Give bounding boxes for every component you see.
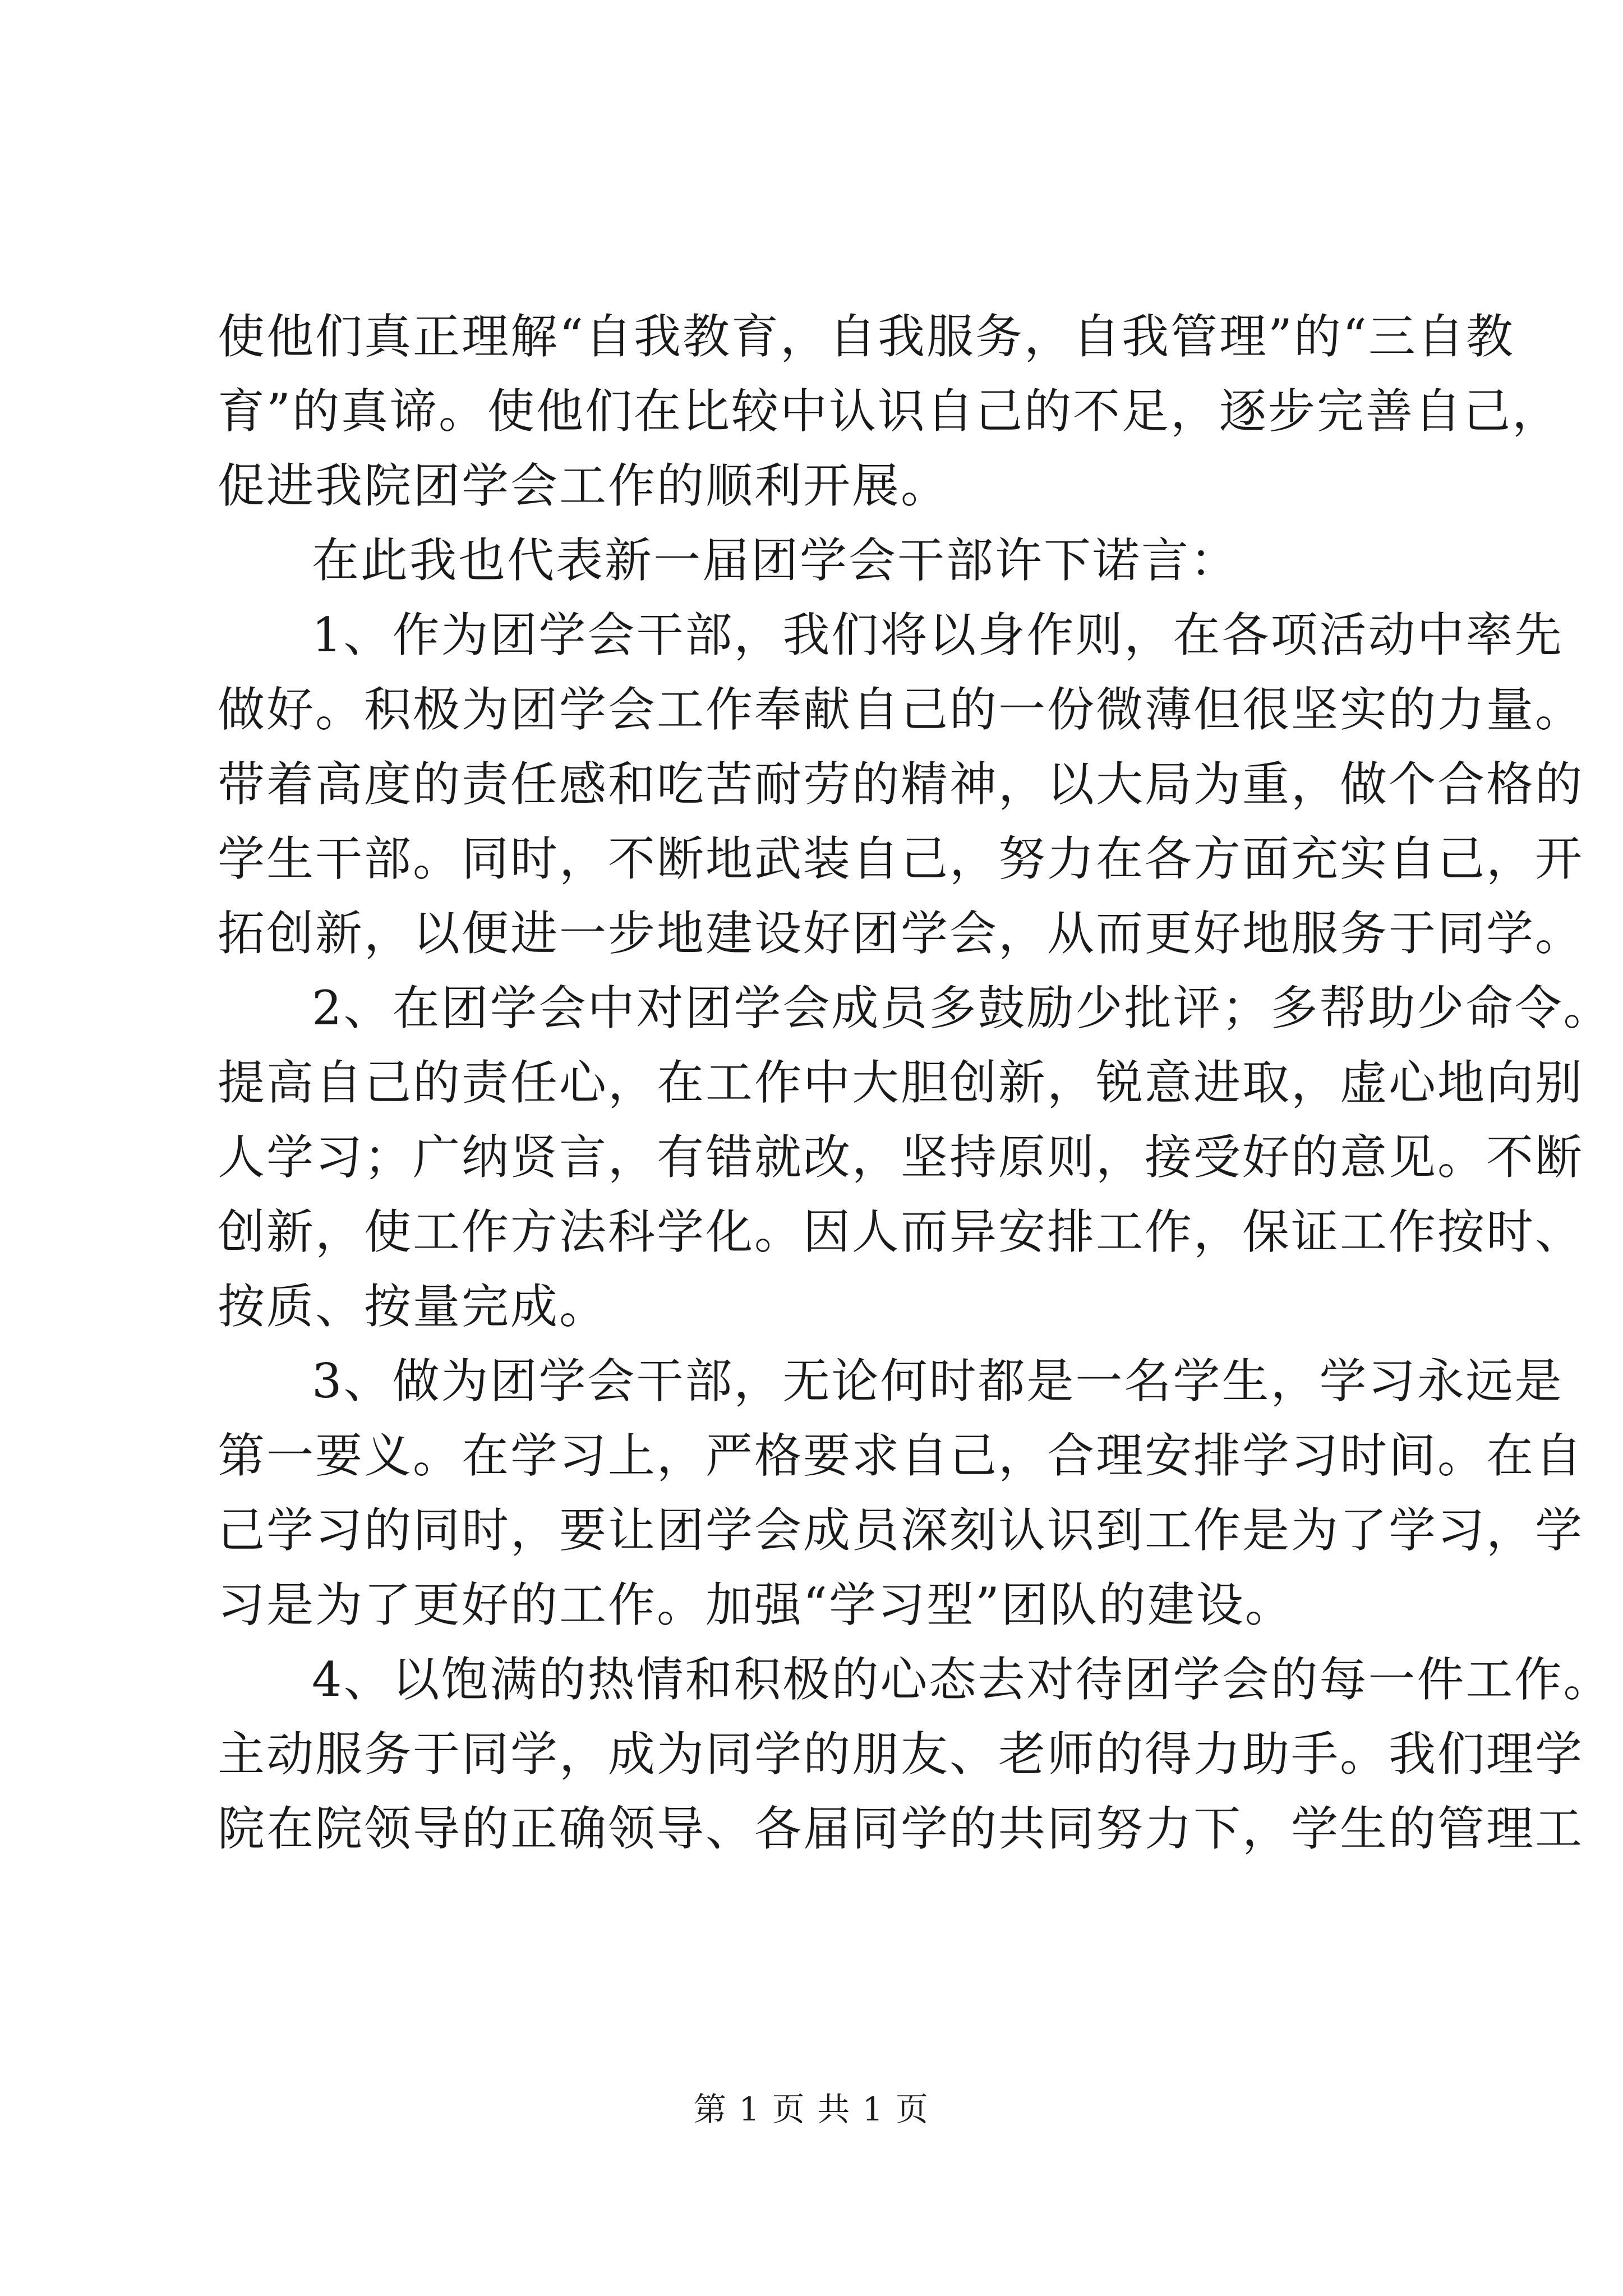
text-line-19: 4、以饱满的热情和积极的心态去对待团学会的每一件工作。: [312, 1652, 1612, 1707]
document-body: [218, 300, 1612, 1866]
page-number-label: 第 1 页 共 1 页: [694, 2090, 929, 2128]
text-line-16: 第一要义。在学习上，严格要求自己，合理安排学习时间。在自: [218, 1428, 1584, 1483]
text-line-7: 带着高度的责任感和吃苦耐劳的精神，以大局为重，做个合格的: [218, 757, 1584, 812]
text-line-9: 拓创新，以便进一步地建设好团学会，从而更好地服务于同学。: [218, 906, 1584, 961]
text-line-17: 己学习的同时，要让团学会成员深刻认识到工作是为了学习，学: [218, 1503, 1584, 1558]
text-line-21: 院在院领导的正确领导、各届同学的共同努力下，学生的管理工: [218, 1801, 1584, 1856]
text-line-4: 在此我也代表新一届团学会干部许下诺言：: [312, 533, 1239, 588]
text-line-11: 提高自己的责任心，在工作中大胆创新，锐意进取，虚心地向别: [218, 1055, 1584, 1110]
text-line-5: 1、作为团学会干部，我们将以身作则，在各项活动中率先: [312, 608, 1564, 662]
page-footer: [0, 2087, 1623, 2132]
text-line-14: 按质、按量完成。: [218, 1279, 608, 1334]
text-line-12: 人学习；广纳贤言，有错就改，坚持原则，接受好的意见。不断: [218, 1130, 1584, 1185]
text-line-15: 3、做为团学会干部，无论何时都是一名学生，学习永远是: [312, 1354, 1564, 1409]
text-line-3: 促进我院团学会工作的顺利开展。: [218, 458, 950, 513]
text-line-8: 学生干部。同时，不断地武装自己，努力在各方面充实自己，开: [218, 831, 1584, 886]
text-line-6: 做好。积极为团学会工作奉献自己的一份微薄但很坚实的力量。: [218, 682, 1584, 737]
text-line-1: 使他们真正理解“自我教育，自我服务，自我管理”的“三自教: [218, 309, 1515, 364]
text-line-20: 主动服务于同学，成为同学的朋友、老师的得力助手。我们理学: [218, 1727, 1584, 1782]
text-line-2: 育”的真谛。使他们在比较中认识自己的不足，逐步完善自己，: [218, 384, 1561, 439]
text-line-13: 创新，使工作方法科学化。因人而异安排工作，保证工作按时、: [218, 1204, 1584, 1259]
text-line-18: 习是为了更好的工作。加强“学习型”团队的建设。: [218, 1577, 1294, 1632]
text-line-10: 2、在团学会中对团学会成员多鼓励少批评；多帮助少命令。: [312, 981, 1612, 1036]
